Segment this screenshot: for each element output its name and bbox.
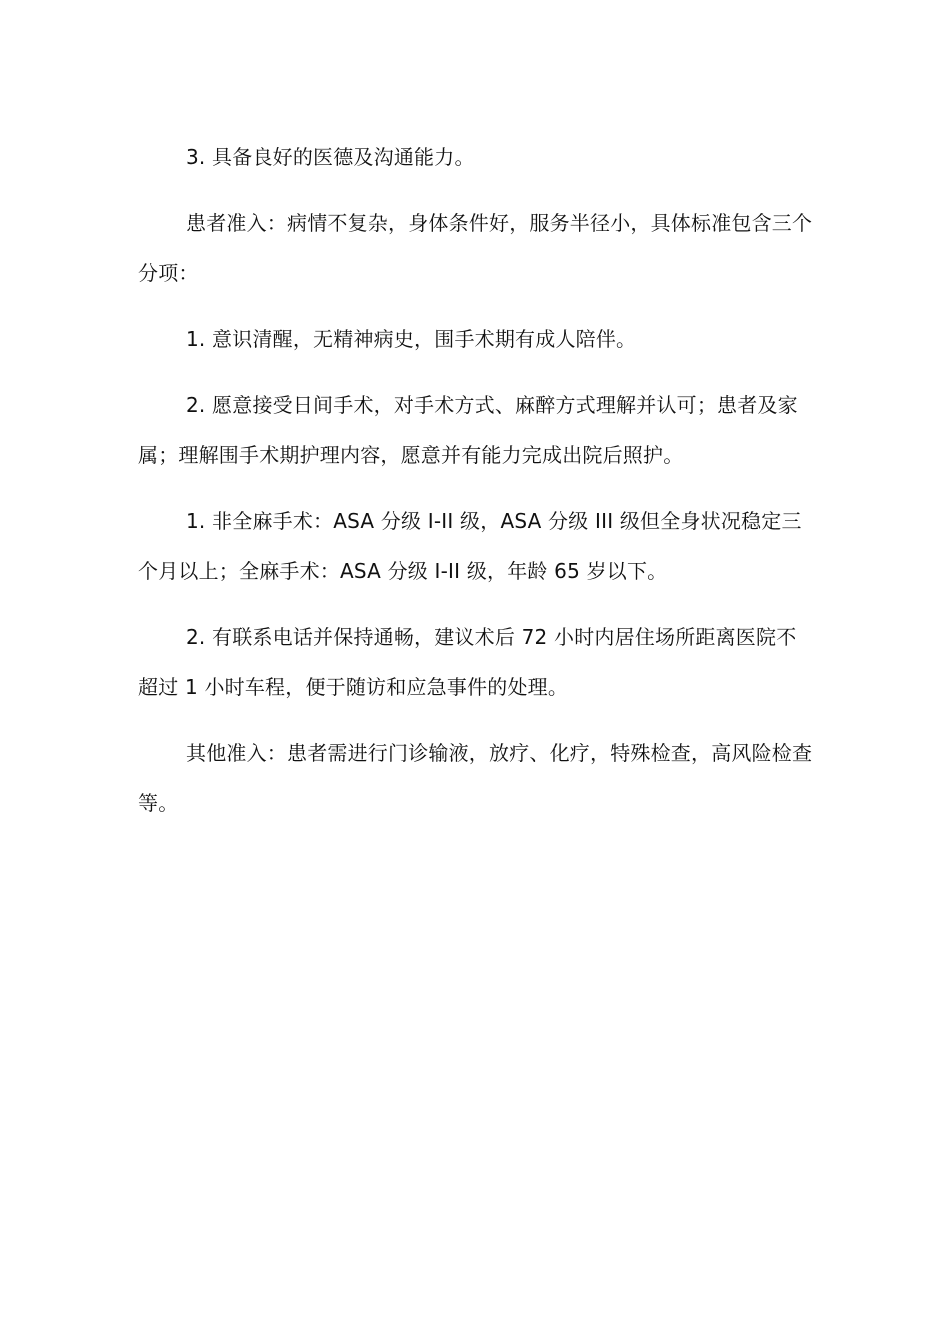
paragraph-patient-criterion-2: 2. 愿意接受日间手术，对手术方式、麻醉方式理解并认可；患者及家属；理解围手术期护理内容，愿意并有能力完成出院后照护。 xyxy=(138,393,798,467)
paragraph-patient-criterion-1: 1. 意识清醒，无精神病史，围手术期有成人陪伴。 xyxy=(186,327,637,351)
paragraph-other-admission: 其他准入：患者需进行门诊输液，放疗、化疗，特殊检查，高风险检查等。 xyxy=(138,741,813,815)
paragraph-patient-admission: 患者准入：病情不复杂，身体条件好，服务半径小，具体标准包含三个分项： xyxy=(138,211,813,285)
document-body xyxy=(138,132,814,828)
paragraph-contact-criterion: 2. 有联系电话并保持通畅，建议术后 72 小时内居住场所距离医院不超过 1 小时车程，便于随访和应急事件的处理。 xyxy=(138,625,797,699)
paragraph-anesthesia-criterion: 1. 非全麻手术：ASA 分级 I-II 级，ASA 分级 III 级但全身状况稳定三个月以上；全麻手术：ASA 分级 I-II 级，年龄 65 岁以下。 xyxy=(138,509,802,583)
paragraph-staff-requirement-3: 3. 具备良好的医德及沟通能力。 xyxy=(186,145,475,169)
